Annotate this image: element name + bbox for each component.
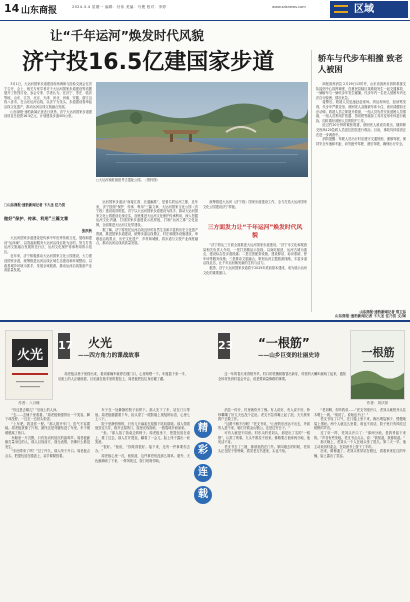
paragraph: “坐。”那人指了指桌边的椅子。周老板坐下，把提包放在桌上，推了过去。那人打开提包，翻看了一会儿，脸上终于露出一丝笑意。 [95,430,190,445]
paragraph: “东西带来了吗？”过了许久，那人终于开口。周老板点点头，把提包放在膝盖上，双手紧紧按着。 [5,449,90,458]
lead-body-continued [4,236,92,312]
book-cover-art [351,331,405,400]
paragraph: 近年来，济宁积极推动大运河国家文化公园建设，大力建设国家步道，统筹推进运河沿线区域生态建设和环境整治，以改善城乡环境为抓手，发展全域旅游，推动运河沿线旅游产业高质量发展。 [4,254,92,273]
review-subtitle: ——山乡巨变的壮丽史诗 [258,353,320,359]
paragraph: “很好。”他说，“你做得很好。接下来，还有一件事要你去办。” [95,444,190,454]
paragraph: 3月1日，大运河国家步道建设现场调研与经验交流会在济宁召开，会上，相关专家学者对于大运河国家步道建设等话题展开了热烈讨论，参会专家、学者认为，在济宁、枣庄、临沂等地，山东、江苏、北京、天津、河北、河南、安徽、浙江沿线八省市，在山东运河沿线，以济宁为龙头，步道建设将串起沿线文化遗产，推动运河沿线文旅融合发展。 [4,82,92,109]
stamp-char: 彩 [194,442,212,460]
paragraph: “去……去铺子里看看。”周老板勉强挤出一个笑容，脚下却没停，一边走一边回头张望。 [5,412,90,422]
main-body-column-b [203,200,307,222]
review1-header [58,333,198,363]
column-divider [311,50,312,312]
section-label: 区域 [330,1,408,18]
review-title: “一根筋” [258,336,310,350]
paragraph: 老支书去了三趟，都被他挡在门外。第四趟去的时候，老刘头正在院子里劈柴，看见老支书进来，头也不抬。 [218,444,310,454]
paragraph: 车子在一处僻静的院子前停下。那人先下了车，站在门口等他。周老板磨蹭着下车，抬头望了一眼院墙上斑驳的标语，心里七上八下。 [95,408,190,422]
story-credit: 山东商报·速豹新闻记者 卞大圣 任乃贺 文/图 [334,314,406,318]
book-caption: 作者：刘庆邦 [366,401,389,405]
stamp-char: 精 [194,420,212,438]
review1-column-a [5,408,90,596]
canal-park-photo [96,82,308,177]
paragraph: 经过约20分钟的紧张救援，被困老人被成功救出，随即移交现场120急救人员送往医院进行救治。目前，事故具体原因正在进一步调查中。 [316,123,406,137]
subheading-byline: 张洪秋 [81,229,92,233]
paragraph: 院子里静悄悄的，只有几只麻雀在屋檐下叽叽喳喳。那人领着他穿过天井，推开正屋的门，屋里光线昏暗，一股霉味扑面而来。 [95,421,190,431]
paragraph: 消息一传开，村里就炸开了锅。有人说好，有人说不好，吵吵嚷嚷了好几天也没个定论。老支书急得嘴上起了泡，天天挨家挨户去做工作。 [218,408,310,422]
paragraph: 据悉，济宁大运河国家步道将于2025年底前基本建成，成为展示运河文化的重要窗口。 [203,265,307,275]
main-body-column-c [203,243,307,312]
paragraph: 老支书叹了口气，在门槛上坐下来，掏出烟袋锅子，慢慢地装上烟丝。两个人就这么坐着，谁也不说话，院子里只有风吹过树梢的声音。 [314,417,406,431]
book-cover-title: 火光 [16,348,44,363]
review-subtitle: ——四方角力的谍战故事 [78,353,140,359]
lead-byline: □山东商报·速豹新闻记者 卞大圣 任乃贺 [4,203,66,207]
subheading: 三方面发力让“千年运河”焕发时代风貌 [207,225,303,239]
stamp-char: 连 [194,464,212,482]
review-number: 17 [58,333,70,359]
paragraph: “你这是去哪儿？”后座上的人问。 [11,408,60,412]
paper-name: 山东商报 [21,6,58,16]
paragraph: 据了解，济宁将依托运河沿线良好的自然生态和丰富的历史文化遗产资源，推进国家步道建设，统筹步道沿线景区、村庄和服务设施建设，串联起沿线景点、历史文化遗产、乡村和城镇，将步道与文旅产业深度融合，推动运河沿线高质量发展。 [96,227,198,246]
paragraph: “济宁将从三方面全面推进大运河国家步道建设。”济宁市文化和旅游局相关负责人介绍，一是打造精品示范段，以南旺枢纽、运河古城为重点，建设标志性步道段落；二是完善配套设施，建设驿站、标识系统、停车场等服务设施；三是推动文旅融合，策划运河主题旅游线路，丰富步道沿线业态，让千年运河焕发新的生机与活力。 [203,243,307,266]
review2-column-a [218,408,310,596]
review1-column-b [95,408,190,596]
top-rule [0,20,410,21]
paragraph: “这路不修不行啊！”老支书说，“山里的东西运不出去，外面的人进不来，咱们守着金山银山，还是过穷日子。” [218,421,310,431]
serial-stamp [194,420,214,530]
section-logo-icon [334,5,348,13]
review2-header [218,333,348,363]
paragraph: 车厢里一片沉默，只有发动机低沉的轰鸣声。周老板偷偷打量身边的人，那人目视前方，面无表情，仿佛什么都没发生。 [5,435,90,449]
book-cover-yigenjin [350,330,405,400]
subheading: 做好“保护、传承、利用”三篇文章 [4,216,69,221]
review-title: 火光 [88,336,113,350]
photo-caption: □大运河南旺枢纽考古遗址公园。（资料图） [96,178,160,182]
paragraph: “老刘啊，你听我说……”老支书刚开口，老刘头就把斧头往木墩上一剁，“别说了，说啥也不让！” [314,408,406,417]
paragraph: 统筹推进大运河（济宁段）国家步道建设工作，全力打造大运河国家文化公园建设济宁样板。 [203,200,307,209]
main-kicker: 让“千年运河”焕发时代风貌 [50,28,204,43]
paragraph: 周老板心里一沉，他知道，这件事恐怕没那么简单。窗外，天色渐渐暗了下来，一阵风吹过，院门吱呀作响。 [95,453,190,463]
issue-meta: 2024.3.4 星期一 编辑：付伟 美编：马俊 校对：李婷 [72,5,167,9]
book-cover-huoguang [5,330,53,400]
side-headline: 轿车与代步车相撞 致老人被困 [318,53,403,74]
paragraph: 那天晚上，老刘头一个人在地头坐了很久。第二天一早，他主动来到村委会，在同意书上按下了手印。 [314,440,406,449]
paragraph: 过了好一阵，老刘头开口了：“那两分地，是我爹留下来的。”声音有些发哑。老支书点点头，说：“我知道，我都知道。” [314,430,406,440]
side-byline: 山东商报·速豹新闻记者 郑卫东 [359,310,406,314]
main-headline: 济宁投16.5亿建国家步道 [22,50,275,75]
paragraph: 大运河国家步道建设是传承中华优秀传统文化，展现和建设“运河魂”，以造福和服务大运河沿线百姓为目的，努力打造运河文旅融合发展的先行区、运河文化保护传承利用的示范区。 [4,236,92,254]
review-intro: 周老板从巷子里拐出来，看到那辆车就停在楼门口，心里咯噔一下。车窗摇下来一半，后座上的人正朝他看，目光落在他手里的提包上，周老板把包往身后藏了藏。 [58,372,188,381]
masthead [0,0,410,20]
paragraph: 接警后，救援人员迅速赶赴现场。到达现场后，经侦察发现，代步车严重变形，被困老人双腿被车体卡住，意识清醒但无法动弹。救援人员立即展开救援，一组人员负责安抚被困人员情绪，一组人员利用扩张器、剪切钳等破拆工具对变形车体进行破拆，同时做好被困人员的防护工作。 [316,100,406,123]
paragraph: 消防提醒：驾驶人员出行时应遵守交通规则，谨慎驾驶，保持安全车速和车距，切勿疲劳驾驶、酒后驾驶，确保出行安全。 [316,137,406,146]
review2-column-b [314,408,406,596]
book-caption: 作者：八月蛛 [18,401,40,405]
website-link[interactable]: www.sdsnews.com [272,5,306,9]
book-cover-title: 一根筋 [361,346,395,359]
main-body-column [96,200,198,312]
stamp-char: 载 [194,486,212,504]
review-number: 23 [218,333,230,359]
page-number: 14 [4,2,20,15]
review-intro: 这一年的春天来得格外早，村口的老槐树刚冒出新芽，村里的大喇叭就响了起来，通知全体村民到村委会开会，说是要商量修路的事情。 [218,372,346,381]
paragraph: 山东商报·速豹新闻记者近日获悉，济宁大运河国家步道建设项目总投资16.5亿元，计划建设步道455公里。 [4,109,92,119]
paragraph: 运河国家步道从“南接江淮、北通幽燕”，是著名的运河之都，近年来，济宁按照“保护、传承、利用”三篇文章，大运河国家文化公园（济宁段）建设成效明显，济宁以大运河国家步道建设为抓手，推动大运河国家文化公园建设走深走实，加快推进大运河文化保护传承利用，深入挖掘运河文化内涵，打造国家步道建设示范样板，打响“运河之都”文化品牌，全面推进大运河文化带建设。 [96,200,198,227]
side-body [316,82,406,307]
paragraph: 后来，路修通了。老刘头常常站在路边，看着来来往往的车辆，脸上露出了笑容。 [314,449,406,458]
paragraph: 商报滨州消息 2月29日13时许，山东省滨州市消防救援支队接到中心指挥调度，在惠民县辖区某路段发生一起交通事故，一辆轿车与一辆代步车发生碰撞，代步车内一名老人被困车内无法自行脱困，情况危急。 [316,82,406,100]
paragraph: “上车吧，我送你一程。”那人推开车门，语气不容置疑。周老板犹豫了片刻，最终还是弯腰钻进了车里，车子缓缓驶离了巷口。 [5,421,90,435]
paragraph: 可有人就是不同意。村东头的老刘头，那是出了名的“一根筋”，认准了的事，九头牛都拉不回来。修路要占他家两分地，他死活不肯。 [218,430,310,445]
news-photo [96,82,308,177]
lead-body [4,82,92,202]
book-cover-art [6,331,53,400]
